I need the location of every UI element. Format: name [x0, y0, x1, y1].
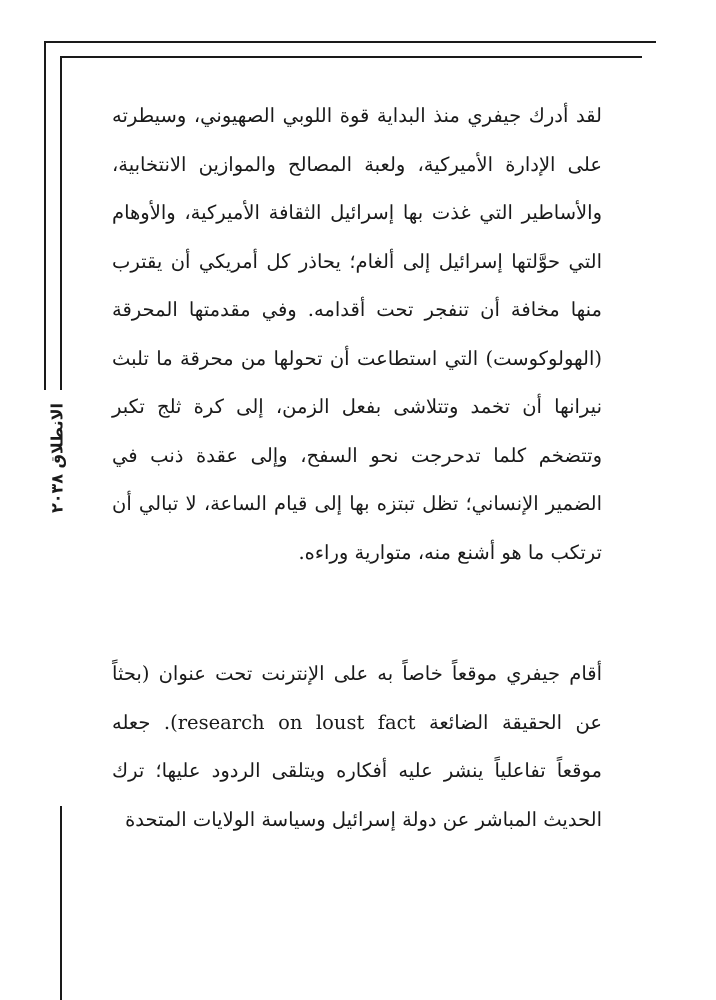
- left-rule-lower: [60, 806, 62, 1000]
- paragraph-2-part-1: أقام جيفري موقعاً خاصاً به على الإنترنت تحت عنوان (بحثاً عن الحقيقة الضائعة: [112, 662, 602, 734]
- paragraph-1-text: لقد أدرك جيفري منذ البداية قوة اللوبي الصهيوني، وسيطرته على الإدارة الأميركية، ولعبة المصالح والموازين الانتخابية، والأساطير التي غذت بها إسرائيل الثقافة الأميركية، والأوهام التي حوَّلتها إسرائيل إلى ألغام؛ يحاذر كل أمريكي أن يقترب منها مخافة أن تنفجر تحت أقدامه. وفي مقدمتها المحرقة (الهولوكوست) التي استطاعت أن تحولها من محرقة ما تلبث نيرانها أن تخمد وتتلاشى بفعل الزمن، إلى كرة ثلج تكبر وتتضخم كلما تدحرجت نحو السفح، وإلى عقدة ذنب في الضمير الإنساني؛ تظل تبتزه بها إلى قيام الساعة، لا تبالي أن ترتكب ما هو أشنع منه، متوارية وراءه.: [112, 104, 602, 564]
- left-rule-inner: [60, 56, 62, 390]
- paragraph-1: [112, 92, 602, 577]
- paragraph-2: [112, 650, 602, 844]
- left-rule-outer: [44, 41, 46, 390]
- running-header: الانطلاق ٢٠٣٨: [47, 402, 67, 514]
- top-rule-outer: [44, 41, 656, 43]
- top-rule-inner: [60, 56, 642, 58]
- paragraph-2-part-2: ). جعله موقعاً تفاعلياً ينشر عليه أفكاره ويتلقى الردود عليها؛ ترك الحديث المباشر عن دولة إسرائيل وسياسة الولايات المتحدة: [112, 710, 602, 831]
- paragraph-2-latin: research on loust fact: [177, 710, 416, 734]
- paragraph-2-text: [112, 650, 602, 844]
